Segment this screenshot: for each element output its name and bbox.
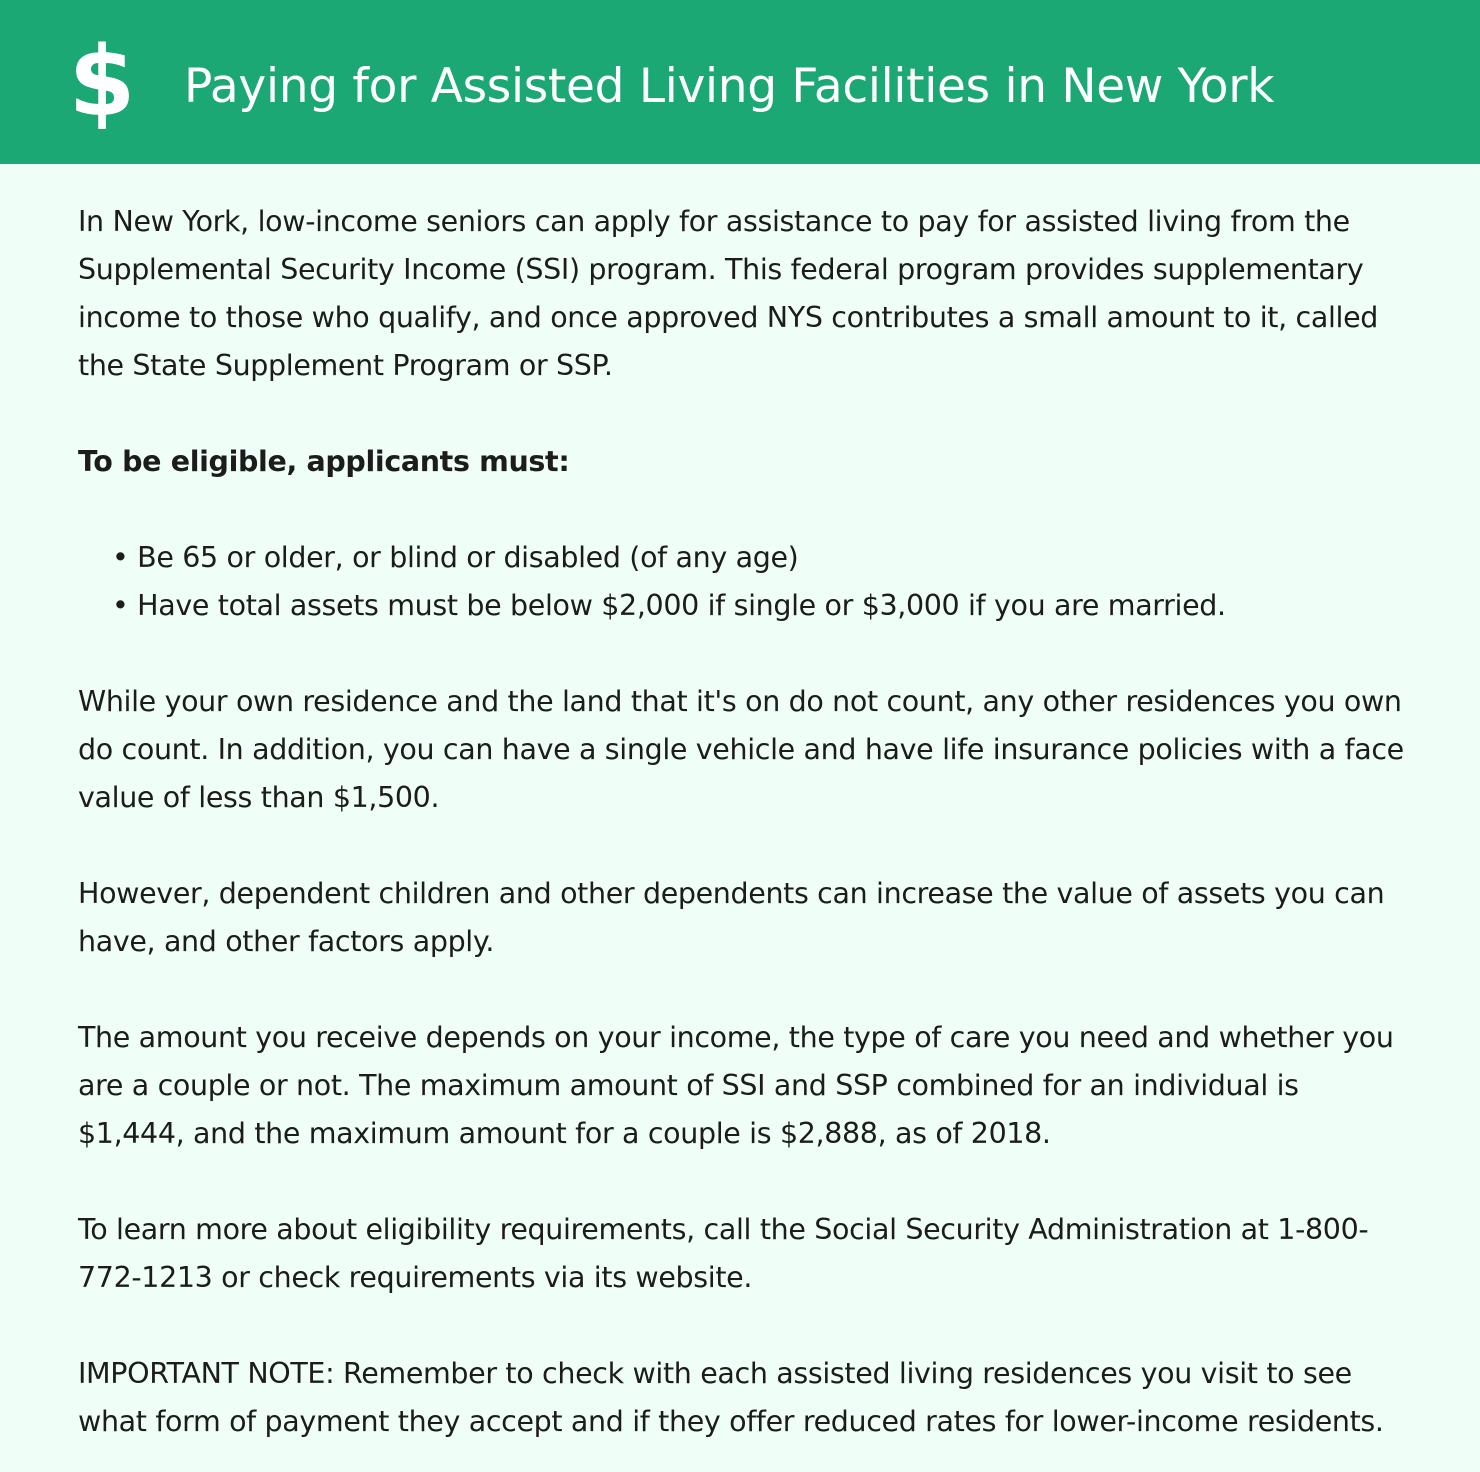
amount-paragraph: The amount you receive depends on your income, the type of care you need and whether you are a couple or not. The maximum amount of SSI and SSP combined for an individual is $1,444, and the maximum amount for a couple is $2,888, as of 2018. [78, 1021, 1394, 1150]
header-banner [0, 0, 1480, 164]
residence-paragraph: While your own residence and the land that it's on do not count, any other residences you own do count. In addition, you can have a single vehicle and have life insurance policies with a face value of less than $1,500. [78, 685, 1404, 814]
intro-paragraph: In New York, low-income seniors can apply for assistance to pay for assisted living from the Supplemental Security Income (SSI) program. This federal program provides supplementary income to those who qualify, and once approved NYS contributes a small amount to it, called the State Supplement Program or SSP. [78, 205, 1379, 382]
main-content [78, 198, 1408, 1446]
eligibility-item-assets: • Have total assets must be below $2,000 if single or $3,000 if you are married. [112, 582, 1408, 630]
important-note: IMPORTANT NOTE: Remember to check with each assisted living residences you visit to see what form of payment they accept and if they offer reduced rates for lower-income residents. [78, 1357, 1384, 1438]
dollar-icon: $ [68, 26, 136, 138]
contact-paragraph: To learn more about eligibility requirements, call the Social Security Administration at 1-800-772-1213 or check requirements via its website. [78, 1213, 1369, 1294]
dependents-paragraph: However, dependent children and other dependents can increase the value of assets you can have, and other factors apply. [78, 877, 1385, 958]
eligibility-list [78, 534, 1408, 630]
page-title: Paying for Assisted Living Facilities in New York [184, 59, 1275, 114]
eligibility-heading: To be eligible, applicants must: [78, 445, 570, 478]
eligibility-item-age: • Be 65 or older, or blind or disabled (of any age) [112, 534, 1408, 582]
